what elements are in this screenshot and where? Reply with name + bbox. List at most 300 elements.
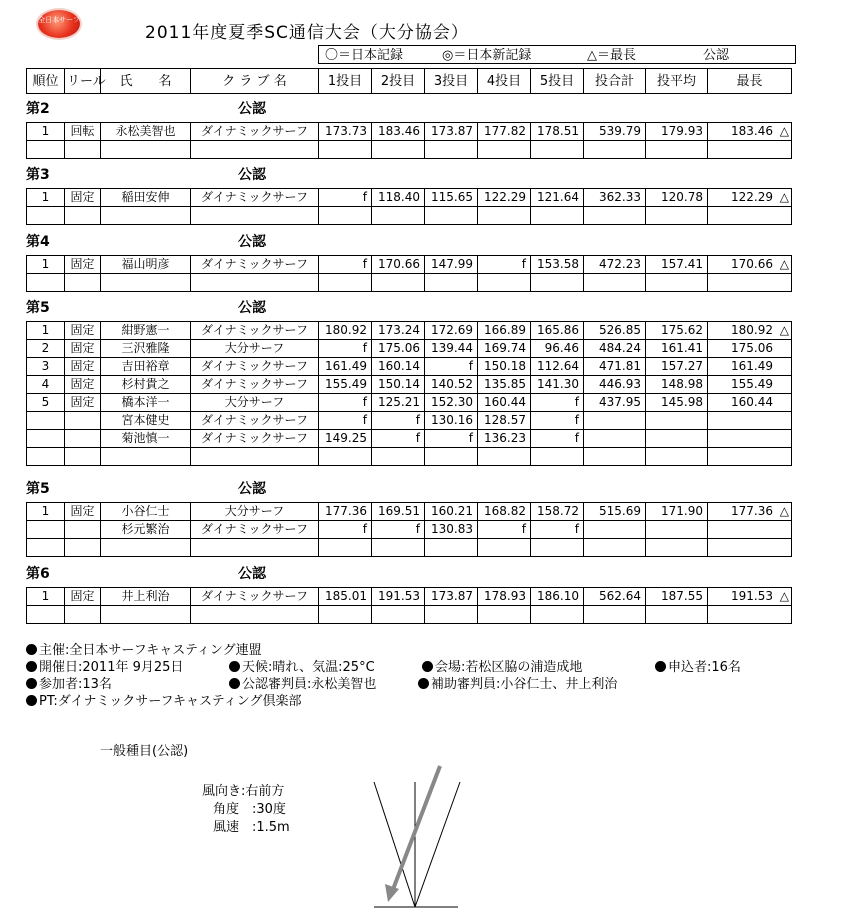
cell-total	[584, 606, 646, 624]
cell-avg	[646, 539, 708, 557]
longest-mark: △	[779, 257, 789, 271]
cell-rank	[27, 274, 65, 292]
column-header: 順位	[27, 69, 65, 94]
cell-club: ダイナミックサーフ	[191, 189, 319, 207]
cell-rank: 1	[27, 322, 65, 340]
table-row	[27, 274, 792, 292]
cell-avg: 148.98	[646, 376, 708, 394]
column-header: リール	[65, 69, 101, 94]
section-table	[26, 188, 792, 225]
table-row	[27, 606, 792, 624]
cell-rank: 5	[27, 394, 65, 412]
cell-avg	[646, 412, 708, 430]
cell-max	[708, 430, 792, 448]
cell-reel	[65, 274, 101, 292]
cell-t1: 149.25	[319, 430, 372, 448]
note-date: 開催日:2011年 9月25日	[39, 660, 184, 675]
bullet-icon	[229, 678, 240, 689]
cell-reel: 固定	[65, 394, 101, 412]
cell-t3: 173.87	[425, 588, 478, 606]
legend-official: 公認	[703, 48, 730, 63]
cell-t2: f	[372, 430, 425, 448]
cell-rank: 2	[27, 340, 65, 358]
cell-rank	[27, 207, 65, 225]
cell-avg	[646, 274, 708, 292]
cell-t4	[478, 141, 531, 159]
cell-t2	[372, 448, 425, 466]
cell-club: 大分サーフ	[191, 340, 319, 358]
cell-t1: 180.92	[319, 322, 372, 340]
cell-t5: 121.64	[531, 189, 584, 207]
table-row	[27, 412, 792, 430]
table-row	[27, 376, 792, 394]
cell-max	[708, 322, 792, 340]
cell-t5: f	[531, 521, 584, 539]
cell-max-value: 183.46	[731, 124, 773, 138]
cell-t1: f	[319, 189, 372, 207]
note-organizer: 主催:全日本サーフキャスティング連盟	[39, 643, 262, 658]
cell-name: 紺野憲一	[101, 322, 191, 340]
cell-t1	[319, 539, 372, 557]
cell-t1: 173.73	[319, 123, 372, 141]
cell-t2: 125.21	[372, 394, 425, 412]
cell-t5	[531, 141, 584, 159]
cell-t4: 178.93	[478, 588, 531, 606]
note-pt: PT:ダイナミックサーフキャスティング倶楽部	[39, 694, 302, 709]
cell-max-value: 170.66	[731, 257, 773, 271]
column-header: 5投目	[531, 69, 584, 94]
header-row	[27, 69, 792, 94]
cell-t3: 140.52	[425, 376, 478, 394]
cell-t4	[478, 539, 531, 557]
cell-t3: 115.65	[425, 189, 478, 207]
cell-t2	[372, 539, 425, 557]
bullet-icon	[26, 644, 37, 655]
section-label: 第5	[26, 481, 50, 497]
cell-club: ダイナミックサーフ	[191, 256, 319, 274]
cell-total: 484.24	[584, 340, 646, 358]
cell-avg	[646, 606, 708, 624]
section-table	[26, 255, 792, 292]
cell-t1: 185.01	[319, 588, 372, 606]
longest-mark: △	[779, 589, 789, 603]
cell-t2: 150.14	[372, 376, 425, 394]
section-table	[26, 502, 792, 557]
note-judge: 公認審判員:永松美智也	[242, 677, 377, 692]
cell-name: 福山明彦	[101, 256, 191, 274]
table-row	[27, 448, 792, 466]
logo-text: 全日本サーフ	[38, 16, 80, 24]
cell-avg	[646, 448, 708, 466]
note-assistant-judges: 補助審判員:小谷仁士、井上利治	[431, 677, 618, 692]
cell-rank: 1	[27, 189, 65, 207]
column-header: 4投目	[478, 69, 531, 94]
cell-name	[101, 448, 191, 466]
cell-max	[708, 376, 792, 394]
table-row	[27, 256, 792, 274]
cell-t4: 135.85	[478, 376, 531, 394]
cell-t1: 155.49	[319, 376, 372, 394]
cell-t3: f	[425, 430, 478, 448]
cell-reel: 固定	[65, 358, 101, 376]
cell-name: 杉元繁治	[101, 521, 191, 539]
legend-longest: △＝最長	[587, 48, 636, 63]
cell-rank: 3	[27, 358, 65, 376]
cell-avg: 157.27	[646, 358, 708, 376]
cell-name	[101, 274, 191, 292]
cell-club: ダイナミックサーフ	[191, 358, 319, 376]
cell-club: ダイナミックサーフ	[191, 376, 319, 394]
cell-t4: 136.23	[478, 430, 531, 448]
cell-club: 大分サーフ	[191, 394, 319, 412]
cell-club	[191, 141, 319, 159]
cell-club	[191, 606, 319, 624]
section-official-label: 公認	[238, 101, 266, 117]
section-table	[26, 321, 792, 466]
cell-t1: 177.36	[319, 503, 372, 521]
cell-reel	[65, 430, 101, 448]
column-header: 1投目	[319, 69, 372, 94]
cell-max	[708, 189, 792, 207]
legend-new-record: ◎＝日本新記録	[442, 48, 532, 63]
cell-max	[708, 412, 792, 430]
sector-right-line	[415, 782, 460, 907]
wind-direction: 風向き:右前方	[202, 784, 285, 799]
cell-t2: 183.46	[372, 123, 425, 141]
note-weather: 天候:晴れ、気温:25°C	[242, 660, 375, 675]
cell-max	[708, 141, 792, 159]
cell-t1	[319, 207, 372, 225]
cell-name: 小谷仁士	[101, 503, 191, 521]
table-row	[27, 340, 792, 358]
table-row	[27, 539, 792, 557]
column-header: ク ラ ブ 名	[191, 69, 319, 94]
association-logo	[38, 10, 80, 38]
bullet-icon	[418, 678, 429, 689]
cell-t1	[319, 448, 372, 466]
cell-reel: 固定	[65, 376, 101, 394]
cell-t1	[319, 274, 372, 292]
cell-t1: 161.49	[319, 358, 372, 376]
cell-t4	[478, 274, 531, 292]
cell-max-value: 191.53	[731, 589, 773, 603]
cell-t5: f	[531, 412, 584, 430]
note-participants: 参加者:13名	[39, 677, 112, 692]
cell-total: 446.93	[584, 376, 646, 394]
wind-speed: 風速 :1.5m	[213, 820, 290, 835]
cell-club	[191, 539, 319, 557]
cell-avg	[646, 207, 708, 225]
cell-rank: 4	[27, 376, 65, 394]
cell-t4	[478, 207, 531, 225]
cell-t1: f	[319, 256, 372, 274]
cell-t3: 139.44	[425, 340, 478, 358]
cell-rank	[27, 448, 65, 466]
note-venue: 会場:若松区脇の浦造成地	[435, 660, 583, 675]
section-official-label: 公認	[238, 167, 266, 183]
cell-reel: 回転	[65, 123, 101, 141]
cell-avg: 157.41	[646, 256, 708, 274]
cell-t5: 158.72	[531, 503, 584, 521]
cell-reel	[65, 141, 101, 159]
table-row	[27, 503, 792, 521]
cell-avg: 161.41	[646, 340, 708, 358]
section-official-label: 公認	[238, 481, 266, 497]
cell-t3	[425, 207, 478, 225]
cell-t2: 173.24	[372, 322, 425, 340]
wind-angle: 角度 :30度	[213, 802, 286, 817]
cell-avg: 145.98	[646, 394, 708, 412]
cell-rank: 1	[27, 123, 65, 141]
column-header: 投平均	[646, 69, 708, 94]
cell-t3	[425, 448, 478, 466]
cell-rank	[27, 539, 65, 557]
cell-reel: 固定	[65, 588, 101, 606]
wind-arrow-shaft	[392, 766, 440, 892]
cell-rank: 1	[27, 256, 65, 274]
cell-name: 菊池慎一	[101, 430, 191, 448]
bullet-icon	[26, 678, 37, 689]
cell-t4: 166.89	[478, 322, 531, 340]
cell-rank	[27, 521, 65, 539]
event-title: 一般種目(公認)	[100, 744, 189, 759]
cell-t1: f	[319, 521, 372, 539]
cell-max	[708, 539, 792, 557]
cell-reel: 固定	[65, 322, 101, 340]
cell-rank: 1	[27, 588, 65, 606]
cell-name: 橋本洋一	[101, 394, 191, 412]
cell-total	[584, 430, 646, 448]
cell-t5: 178.51	[531, 123, 584, 141]
cell-club: ダイナミックサーフ	[191, 521, 319, 539]
cell-t3: 173.87	[425, 123, 478, 141]
cell-total	[584, 207, 646, 225]
cell-t3: 172.69	[425, 322, 478, 340]
cell-max-value: 175.06	[731, 341, 773, 355]
cell-t2: 118.40	[372, 189, 425, 207]
cell-total: 437.95	[584, 394, 646, 412]
table-row	[27, 123, 792, 141]
cell-t5	[531, 539, 584, 557]
cell-club	[191, 274, 319, 292]
table-row	[27, 521, 792, 539]
cell-reel: 固定	[65, 189, 101, 207]
cell-name: 杉村貴之	[101, 376, 191, 394]
cell-t3: 152.30	[425, 394, 478, 412]
cell-t4: 160.44	[478, 394, 531, 412]
cell-total: 472.23	[584, 256, 646, 274]
cell-avg: 171.90	[646, 503, 708, 521]
cell-t2	[372, 274, 425, 292]
cell-t4	[478, 448, 531, 466]
cell-t5: 186.10	[531, 588, 584, 606]
cell-total: 562.64	[584, 588, 646, 606]
longest-mark: △	[779, 124, 789, 138]
cell-t2: f	[372, 521, 425, 539]
cell-reel: 固定	[65, 503, 101, 521]
cell-total: 515.69	[584, 503, 646, 521]
cell-reel	[65, 412, 101, 430]
legend-box	[318, 45, 796, 64]
cell-club: ダイナミックサーフ	[191, 588, 319, 606]
cell-rank	[27, 430, 65, 448]
longest-mark: △	[779, 190, 789, 204]
longest-mark: △	[779, 504, 789, 518]
cell-rank: 1	[27, 503, 65, 521]
table-row	[27, 141, 792, 159]
cell-club: ダイナミックサーフ	[191, 412, 319, 430]
cell-reel: 固定	[65, 340, 101, 358]
cell-t5	[531, 606, 584, 624]
cell-t3: 130.16	[425, 412, 478, 430]
cell-total	[584, 448, 646, 466]
wind-diagram	[360, 760, 480, 912]
cell-max	[708, 521, 792, 539]
cell-avg: 120.78	[646, 189, 708, 207]
table-row	[27, 358, 792, 376]
cell-t1	[319, 141, 372, 159]
cell-t1: f	[319, 412, 372, 430]
bullet-icon	[229, 661, 240, 672]
cell-t1: f	[319, 394, 372, 412]
cell-name	[101, 539, 191, 557]
cell-total: 362.33	[584, 189, 646, 207]
results-header	[26, 68, 792, 94]
cell-t4: 168.82	[478, 503, 531, 521]
cell-total: 471.81	[584, 358, 646, 376]
cell-total: 526.85	[584, 322, 646, 340]
cell-reel: 固定	[65, 256, 101, 274]
column-header: 投合計	[584, 69, 646, 94]
cell-t2: 160.14	[372, 358, 425, 376]
cell-t5: 112.64	[531, 358, 584, 376]
cell-max	[708, 588, 792, 606]
section-label: 第6	[26, 566, 50, 582]
section-official-label: 公認	[238, 234, 266, 250]
cell-avg: 187.55	[646, 588, 708, 606]
section-official-label: 公認	[238, 566, 266, 582]
cell-max-value: 122.29	[731, 190, 773, 204]
cell-max	[708, 207, 792, 225]
cell-name	[101, 606, 191, 624]
cell-t4: 150.18	[478, 358, 531, 376]
cell-max	[708, 358, 792, 376]
cell-rank	[27, 412, 65, 430]
table-row	[27, 430, 792, 448]
cell-club	[191, 448, 319, 466]
cell-t5: 165.86	[531, 322, 584, 340]
cell-club: ダイナミックサーフ	[191, 123, 319, 141]
cell-total	[584, 141, 646, 159]
cell-t5: 141.30	[531, 376, 584, 394]
cell-t3	[425, 141, 478, 159]
cell-max	[708, 340, 792, 358]
page-title: 2011年度夏季SC通信大会（大分協会）	[145, 23, 469, 43]
section-table	[26, 122, 792, 159]
cell-t3: 130.83	[425, 521, 478, 539]
note-applicants: 申込者:16名	[668, 660, 741, 675]
section-label: 第4	[26, 234, 50, 250]
table-row	[27, 394, 792, 412]
section-table	[26, 587, 792, 624]
cell-max	[708, 448, 792, 466]
cell-t2: 170.66	[372, 256, 425, 274]
cell-name	[101, 207, 191, 225]
cell-rank	[27, 606, 65, 624]
cell-avg: 175.62	[646, 322, 708, 340]
section-label: 第3	[26, 167, 50, 183]
cell-avg	[646, 141, 708, 159]
cell-t2: f	[372, 412, 425, 430]
cell-t5: f	[531, 430, 584, 448]
cell-t2: 191.53	[372, 588, 425, 606]
cell-total	[584, 274, 646, 292]
cell-t3: 160.21	[425, 503, 478, 521]
cell-total	[584, 521, 646, 539]
cell-avg: 179.93	[646, 123, 708, 141]
cell-max	[708, 274, 792, 292]
cell-name: 三沢雅隆	[101, 340, 191, 358]
cell-t3	[425, 274, 478, 292]
cell-t5: f	[531, 394, 584, 412]
cell-club: ダイナミックサーフ	[191, 430, 319, 448]
cell-reel	[65, 207, 101, 225]
cell-name: 井上利治	[101, 588, 191, 606]
table-row	[27, 588, 792, 606]
cell-max-value: 177.36	[731, 504, 773, 518]
cell-t4: 169.74	[478, 340, 531, 358]
cell-t3: f	[425, 358, 478, 376]
cell-reel	[65, 448, 101, 466]
section-official-label: 公認	[238, 300, 266, 316]
column-header: 2投目	[372, 69, 425, 94]
cell-t4: f	[478, 521, 531, 539]
cell-max-value: 160.44	[731, 395, 773, 409]
cell-max	[708, 394, 792, 412]
cell-name: 稲田安伸	[101, 189, 191, 207]
cell-t1: f	[319, 340, 372, 358]
cell-reel	[65, 539, 101, 557]
cell-reel	[65, 521, 101, 539]
cell-t5: 96.46	[531, 340, 584, 358]
cell-max-value: 155.49	[731, 377, 773, 391]
table-row	[27, 189, 792, 207]
cell-t2	[372, 141, 425, 159]
cell-t5	[531, 274, 584, 292]
cell-name: 宮本健史	[101, 412, 191, 430]
cell-name: 吉田裕章	[101, 358, 191, 376]
cell-t1	[319, 606, 372, 624]
column-header: 最長	[708, 69, 792, 94]
bullet-icon	[422, 661, 433, 672]
cell-total	[584, 539, 646, 557]
cell-club: ダイナミックサーフ	[191, 322, 319, 340]
table-row	[27, 207, 792, 225]
cell-avg	[646, 521, 708, 539]
cell-max	[708, 256, 792, 274]
legend-record: 〇＝日本記録	[325, 48, 404, 63]
section-label: 第2	[26, 101, 50, 117]
cell-avg	[646, 430, 708, 448]
cell-t3	[425, 606, 478, 624]
column-header: 3投目	[425, 69, 478, 94]
cell-total	[584, 412, 646, 430]
column-header: 氏 名	[101, 69, 191, 94]
cell-max-value: 161.49	[731, 359, 773, 373]
cell-t2: 175.06	[372, 340, 425, 358]
bullet-icon	[26, 695, 37, 706]
table-row	[27, 322, 792, 340]
